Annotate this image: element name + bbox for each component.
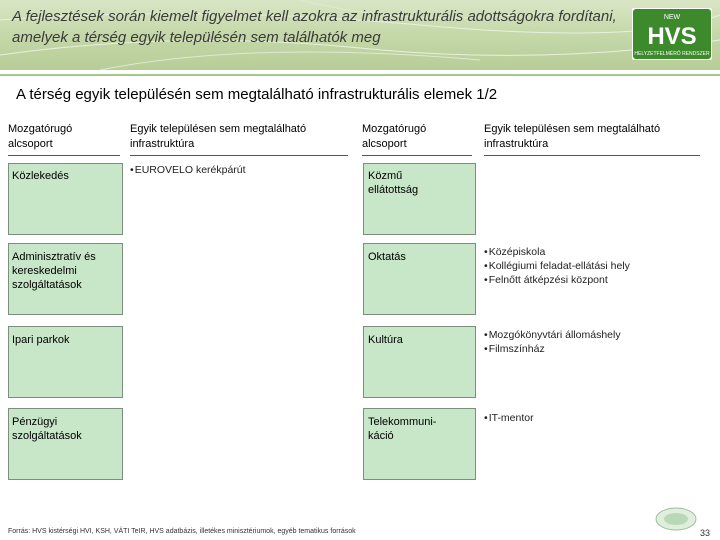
infra-list [484, 245, 712, 287]
page-number: 33 [700, 528, 711, 538]
group-label-kultura: Kultúra [368, 334, 403, 346]
infra-item: • Kollégiumi feladat-ellátási hely [484, 259, 712, 273]
infra-list [484, 328, 712, 356]
source-footnote: Forrás: HVS kistérségi HVI, KSH, VÁTI TeIR, HVS adatbázis, illetékes minisztériumok, egyéb tematikus források [8, 528, 356, 535]
col-header-left-infra: Egyik településen sem megtalálható infrastruktúra [130, 123, 307, 150]
svg-text:NEW: NEW [663, 14, 681, 21]
group-label-adminisztrativ: Adminisztratív és kereskedelmi szolgáltatások [12, 251, 96, 291]
infra-item: • IT-mentor [484, 411, 712, 425]
group-label-kozmu: Közmű ellátottság [368, 170, 419, 196]
infra-list [484, 411, 712, 425]
col-header-underline [8, 155, 120, 156]
group-label-kozlekedes: Közlekedés [12, 170, 69, 182]
infra-item: • EUROVELO kerékpárút [130, 163, 350, 177]
hvs-logo [632, 8, 712, 60]
group-label-oktatas: Oktatás [368, 251, 406, 263]
col-header-underline [130, 155, 348, 156]
col-header-right-infra: Egyik településen sem megtalálható infrastruktúra [484, 123, 661, 150]
infra-list [130, 163, 350, 177]
header-banner [0, 0, 720, 70]
group-label-penzugyi: Pénzügyi szolgáltatások [12, 416, 82, 442]
svg-text:HELYZETFELMÉRŐ RENDSZER: HELYZETFELMÉRŐ RENDSZER [634, 51, 710, 57]
corner-logo-icon [654, 506, 698, 532]
col-header-left-group: Mozgatórugó alcsoport [8, 123, 73, 150]
col-header-underline [362, 155, 472, 156]
page-title: A térség egyik településén sem megtalálható infrastrukturális elemek 1/2 [16, 86, 498, 103]
header-divider [0, 74, 720, 76]
infra-item: • Felnőtt átképzési központ [484, 273, 712, 287]
group-label-telekommunikacio: Telekommuni-káció [368, 416, 437, 442]
col-header-right-group: Mozgatórugó alcsoport [362, 123, 427, 150]
infra-item: • Mozgókönyvtári állomáshely [484, 328, 712, 342]
svg-text:HVS: HVS [647, 23, 697, 50]
group-label-ipari-parkok: Ipari parkok [12, 334, 70, 346]
header-title: A fejlesztések során kiemelt figyelmet kell azokra az infrastrukturális adottságokra fordítani, amelyek a térség egyik településén sem találhatók meg [12, 8, 617, 46]
infra-item: • Középiskola [484, 245, 712, 259]
col-header-underline [484, 155, 700, 156]
infra-item: • Filmszínház [484, 342, 712, 356]
